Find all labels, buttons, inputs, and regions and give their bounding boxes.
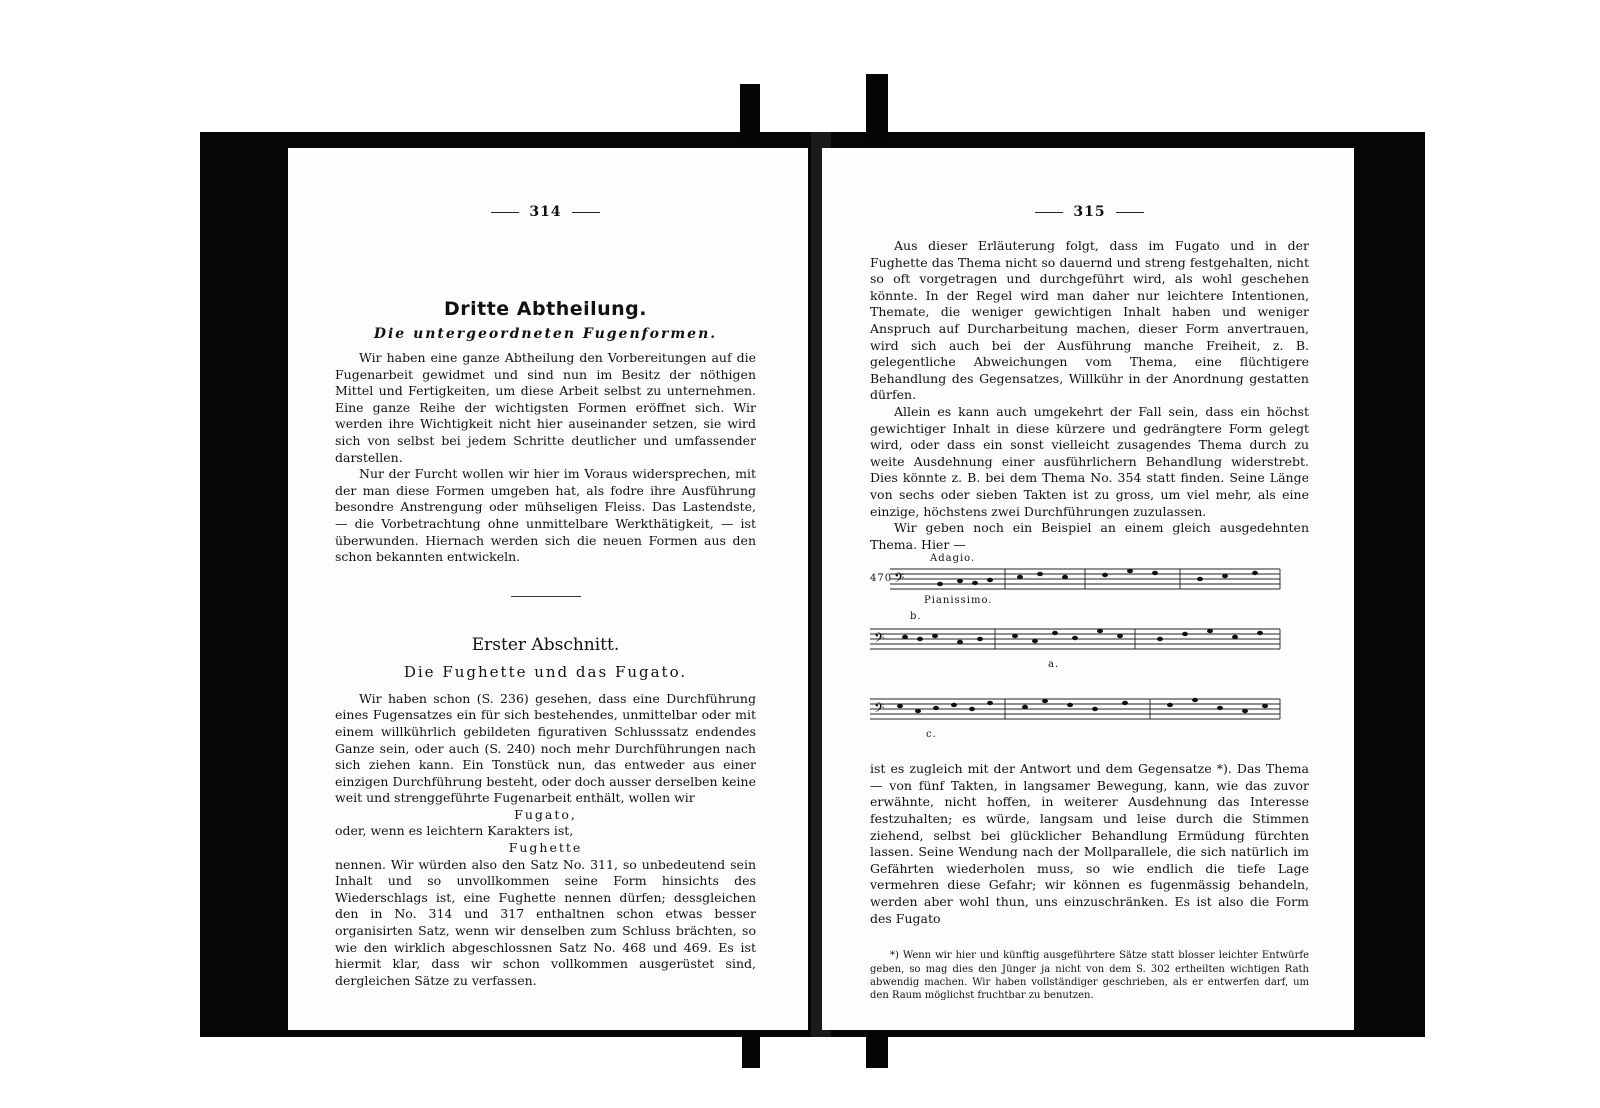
tempo-marking: Adagio. <box>930 553 976 565</box>
term-fughette: Fughette <box>508 840 583 856</box>
bass-clef-icon: 𝄢 <box>894 570 905 590</box>
page-number: 314 <box>335 204 756 220</box>
paragraph: Wir haben schon (S. 236) gesehen, dass eine Durchführung eines Fugensatzes ein für sich bestehendes, unmittelbar oder mit einem willkührlich gebildeten figurativen Schlusssatz endendes Ganze sein, oder auch (S. 240) noch mehr Durchführungen nach sich ziehen kann. Ein Tonstück nun, das entweder aus einer einzigen Durchführung besteht, oder doch ausser derselben keine weit und strenggeführte Fugenarbeit enthält, wollen wir <box>335 690 756 806</box>
voice-mark-b: b. <box>910 611 922 623</box>
term-fugato: Fugato, <box>514 806 577 822</box>
music-example <box>870 553 1309 755</box>
staff-3-notes <box>897 698 1268 713</box>
binding-tab <box>866 74 888 144</box>
page-number: 315 <box>870 204 1309 220</box>
voice-mark-a: a. <box>1048 659 1060 671</box>
dynamic-marking: Pianissimo. <box>924 595 993 607</box>
paragraph: ist es zugleich mit der Antwort und dem Gegensatze *). Das Thema — von fünf Takten, in langsamer Bewegung, kann, wie das zuvor erwähnte, nicht hoffen, in weiterer Ausdehnung das Interesse festzuhalten; es würde, langsam und leise durch die Stimmen ziehend, selbst bei glücklicher Behandlung Ermüdung fürchten lassen. Seine Wendung nach der Mollparallele, die sich natürlich im Gefährten wiederholen muss, so wie endlich die tiefe Lage vermehren diese Gefahr; wir können es fugenmässig behandeln, werden aber wohl thun, uns einzuschränken. Es ist also die Form des Fugato <box>870 761 1309 926</box>
part-subtitle: Die untergeordneten Fugenformen. <box>373 326 718 342</box>
section-divider <box>511 596 581 597</box>
left-page <box>288 148 808 1030</box>
binding-tab <box>866 1030 888 1068</box>
bass-clef-icon: 𝄢 <box>874 700 885 720</box>
paragraph: Nur der Furcht wollen wir hier im Voraus widersprechen, mit der man diese Formen umgeben hat, als fodre ihre Ausführung besondre Anstrengung oder mühseligen Fleiss. Das Lastendste, — die Vorbetrachtung ohne unmittelbare Werkthätigkeit, — ist überwunden. Hiernach werden sich die neuen Formen aus den schon bekannten entwickeln. <box>335 466 756 565</box>
voice-mark-c: c. <box>926 729 937 741</box>
part-title: Dritte Abtheilung. <box>443 298 648 320</box>
staff-1 <box>890 569 1280 589</box>
paragraph: nennen. Wir würden also den Satz No. 311, so unbedeutend sein Inhalt und so unvollkommen seine Form hinsichts des Wiederschlags ist, eine Fughette nennen dürfen; dessgleichen den in No. 314 und 317 enthaltnen schon etwas besser organisirten Satz, wenn wir denselben zum Schluss brächten, so wie den wirklich abgeschlossnen Satz No. 468 und 469. Es ist hiermit klar, dass wir schon vollkommen ausgerüstet sind, dergleichen Sätze zu verfassen. <box>335 856 756 988</box>
paragraph: Aus dieser Erläuterung folgt, dass im Fugato und in der Fughette das Thema nicht so dauernd und streng festgehalten, nicht so oft vorgetragen und durchgeführt wird, als wohl geschehen könnte. In der Regel wird man daher nur leichtere Intentionen, Themate, die weniger gewichtigen Inhalt haben und weniger Anspruch auf Durcharbeitung machen, dieser Form anvertrauen, wird sich auch bei der Ausführung manche Freiheit, z. B. gelegentliche Abweichungen vom Thema, eine flüchtigere Behandlung des Gegensatzes, Willkühr in der Anordnung gestatten dürfen. <box>870 238 1309 403</box>
right-page <box>822 148 1354 1030</box>
paragraph: Wir geben noch ein Beispiel an einem gleich ausgedehnten Thema. Hier — <box>870 520 1309 552</box>
footnote: *) Wenn wir hier und künftig ausgeführtere Sätze statt blosser leichter Entwürfe geben, so mag dies den Jünger ja nicht von dem S. 302 ertheilten wichtigen Rath abwendig machen. Wir haben vollständiger geschrieben, als er entwerfen darf, um den Raum möglichst fruchtbar zu benutzen. <box>870 950 1309 1002</box>
staff-2-notes <box>902 629 1263 644</box>
bass-clef-icon: 𝄢 <box>874 630 885 650</box>
example-number: 470 <box>870 573 893 585</box>
section-title: Erster Abschnitt. <box>471 634 620 655</box>
section-subtitle: Die Fughette und das Fugato. <box>403 662 688 681</box>
paragraph: Wir haben eine ganze Abtheilung den Vorbereitungen auf die Fugenarbeit gewidmet und sind nun im Besitz der nöthigen Mittel und Fertigkeiten, um diese Arbeit selbst zu unternehmen. Eine ganze Reihe der wichtigsten Formen eröffnet sich. Wir werden ihre Wichtigkeit nicht hier auseinander setzen, sie wird sich von selbst bei jedem Schritte deutlicher und umfassender darstellen. <box>335 350 756 465</box>
paragraph: oder, wenn es leichtern Karakters ist, <box>335 823 574 839</box>
binding-tab <box>740 84 760 144</box>
binding-tab <box>742 1030 760 1068</box>
paragraph: Allein es kann auch umgekehrt der Fall sein, dass ein höchst gewichtiger Inhalt in diese kürzere und gedrängtere Form gelegt wird, oder dass ein sonst vielleicht zusagendes Thema durch zu weite Ausdehnung einer ausführlichern Behandlung widerstrebt. Dies könnte z. B. bei dem Thema No. 354 statt finden. Seine Länge von sechs oder sieben Takten ist zu gross, um viel mehr, als eine einzige, höchstens zwei Durchführungen zuzulassen. <box>870 403 1309 519</box>
music-staves <box>870 559 1302 755</box>
